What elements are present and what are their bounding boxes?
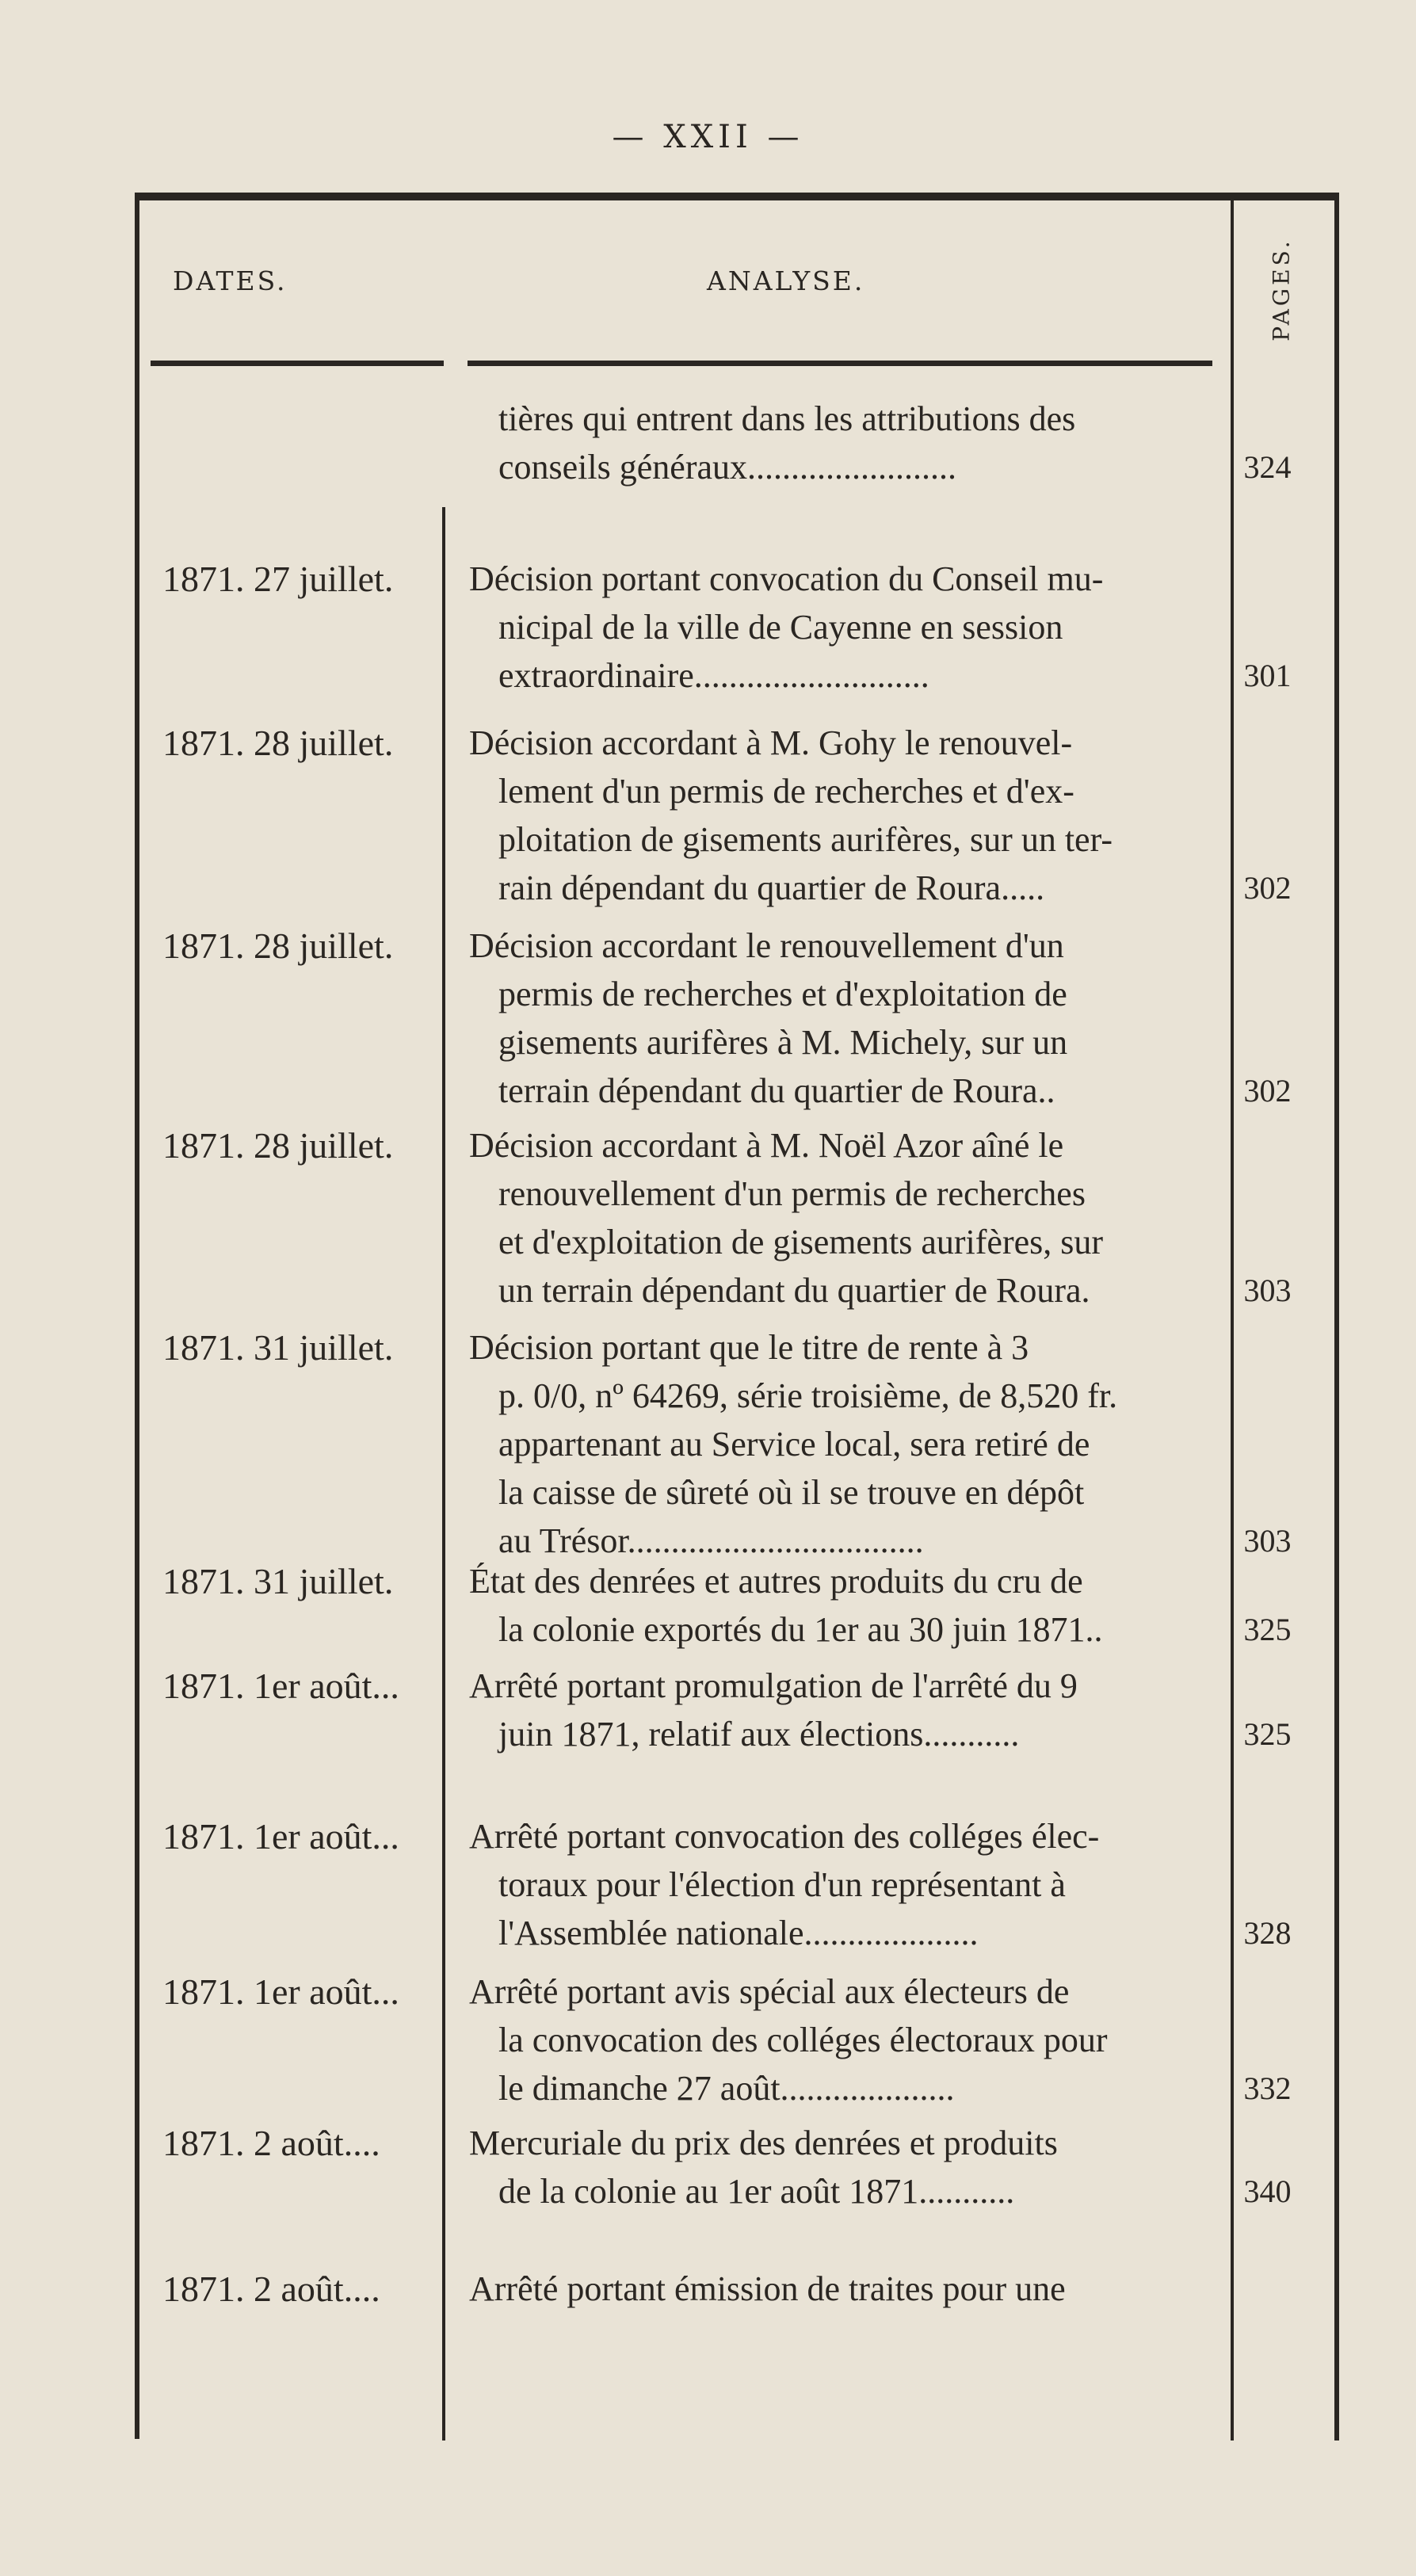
analysis-line: appartenant au Service local, sera retiré de (498, 1425, 1090, 1464)
analysis-line: et d'exploitation de gisements aurifères, sur (498, 1223, 1104, 1261)
entry-analysis (469, 555, 1214, 700)
entry-page-number: 325 (1243, 1612, 1292, 1647)
analysis-line: un terrain dépendant du quartier de Roura. (498, 1271, 1090, 1310)
analysis-line: renouvellement d'un permis de recherches (498, 1174, 1086, 1213)
entry-analysis (469, 2265, 1214, 2313)
column-header-dates: DATES. (173, 265, 288, 296)
analysis-line: la colonie exportés du 1er au 30 juin 1871.. (498, 1610, 1103, 1649)
analysis-line: Décision accordant à M. Noël Azor aîné le (469, 1126, 1064, 1165)
page-header: — XXII — (612, 119, 804, 155)
header-rule-dates (151, 361, 444, 366)
right-border (1334, 193, 1339, 2441)
analysis-line: la convocation des colléges électoraux pour (498, 2021, 1108, 2059)
analysis-line: extraordinaire........................... (498, 656, 929, 695)
entry-analysis (469, 395, 1214, 491)
entry-page-number: 325 (1243, 1716, 1292, 1752)
entry-page-number: 328 (1243, 1915, 1292, 1951)
analysis-line: nicipal de la ville de Cayenne en session (498, 608, 1063, 647)
analysis-line: toraux pour l'élection d'un représentant à (498, 1865, 1066, 1904)
analysis-line: Arrêté portant émission de traites pour une (469, 2269, 1066, 2308)
entry-date: 1871. 2 août.... (162, 2123, 380, 2163)
analysis-line: Arrêté portant convocation des colléges élec- (469, 1817, 1100, 1856)
entry-date: 1871. 1er août... (162, 1816, 399, 1857)
entry-page-number: 303 (1243, 1523, 1292, 1559)
analysis-line: de la colonie au 1er août 1871........... (498, 2172, 1015, 2211)
entry-date: 1871. 31 juillet. (162, 1327, 394, 1368)
analysis-line: lement d'un permis de recherches et d'ex- (498, 772, 1074, 811)
column-header-analysis: ANALYSE. (707, 265, 865, 296)
entry-analysis (469, 1812, 1214, 1957)
entry-page-number: 302 (1243, 1073, 1292, 1109)
entry-page-number: 302 (1243, 870, 1292, 906)
analysis-line: conseils généraux........................ (498, 448, 956, 487)
entry-analysis (469, 719, 1214, 912)
analysis-line: tières qui entrent dans les attributions des (498, 399, 1076, 438)
header-rule-analysis (468, 361, 1212, 366)
entry-date: 1871. 2 août.... (162, 2269, 380, 2309)
entry-date: 1871. 28 juillet. (162, 1125, 394, 1166)
entry-analysis (469, 922, 1214, 1115)
table-top-rule (135, 193, 1338, 200)
entry-date: 1871. 1er août... (162, 1666, 399, 1706)
analysis-line: Décision accordant le renouvellement d'un (469, 926, 1064, 965)
entry-analysis (469, 1967, 1214, 2112)
entry-page-number: 324 (1243, 449, 1292, 485)
column-header-pages (1258, 226, 1305, 353)
analysis-line: l'Assemblée nationale.................... (498, 1914, 979, 1952)
entry-date: 1871. 31 juillet. (162, 1561, 394, 1601)
analysis-line: Décision portant convocation du Conseil mu- (469, 559, 1104, 598)
entry-analysis (469, 1323, 1214, 1565)
entry-analysis (469, 1557, 1214, 1654)
column-header-pages-label: PAGES. (1268, 237, 1295, 342)
analysis-line: gisements aurifères à M. Michely, sur un (498, 1023, 1068, 1062)
analysis-line: le dimanche 27 août.................... (498, 2069, 955, 2108)
entry-page-number: 340 (1243, 2173, 1292, 2209)
entry-page-number: 332 (1243, 2070, 1292, 2106)
analysis-line: p. 0/0, nº 64269, série troisième, de 8,520 fr. (498, 1376, 1118, 1415)
analysis-line: État des denrées et autres produits du cru de (469, 1562, 1083, 1601)
left-border (135, 193, 139, 2439)
analysis-line: ploitation de gisements aurifères, sur un ter- (498, 820, 1113, 859)
analysis-line: rain dépendant du quartier de Roura..... (498, 868, 1045, 907)
entry-analysis (469, 2119, 1214, 2215)
analysis-line: permis de recherches et d'exploitation de (498, 975, 1067, 1013)
entry-analysis (469, 1121, 1214, 1315)
analysis-line: terrain dépendant du quartier de Roura.. (498, 1071, 1055, 1110)
entry-date: 1871. 1er août... (162, 1971, 399, 2012)
entry-page-number: 303 (1243, 1273, 1292, 1308)
analysis-line: la caisse de sûreté où il se trouve en dépôt (498, 1473, 1085, 1512)
entry-date: 1871. 28 juillet. (162, 723, 394, 763)
entry-analysis (469, 1662, 1214, 1758)
analysis-line: juin 1871, relatif aux élections........... (498, 1715, 1020, 1754)
dates-analysis-divider (442, 507, 445, 2441)
analysis-line: Mercuriale du prix des denrées et produits (469, 2124, 1058, 2162)
analysis-line: Arrêté portant avis spécial aux électeurs de (469, 1972, 1070, 2011)
entry-date: 1871. 28 juillet. (162, 925, 394, 966)
analysis-line: Arrêté portant promulgation de l'arrêté du 9 (469, 1666, 1078, 1705)
entry-date: 1871. 27 juillet. (162, 559, 394, 599)
analysis-line: Décision accordant à M. Gohy le renouvel- (469, 723, 1073, 762)
analysis-line: Décision portant que le titre de rente à 3 (469, 1328, 1029, 1367)
entry-page-number: 301 (1243, 658, 1292, 693)
analysis-line: au Trésor.................................. (498, 1521, 924, 1560)
